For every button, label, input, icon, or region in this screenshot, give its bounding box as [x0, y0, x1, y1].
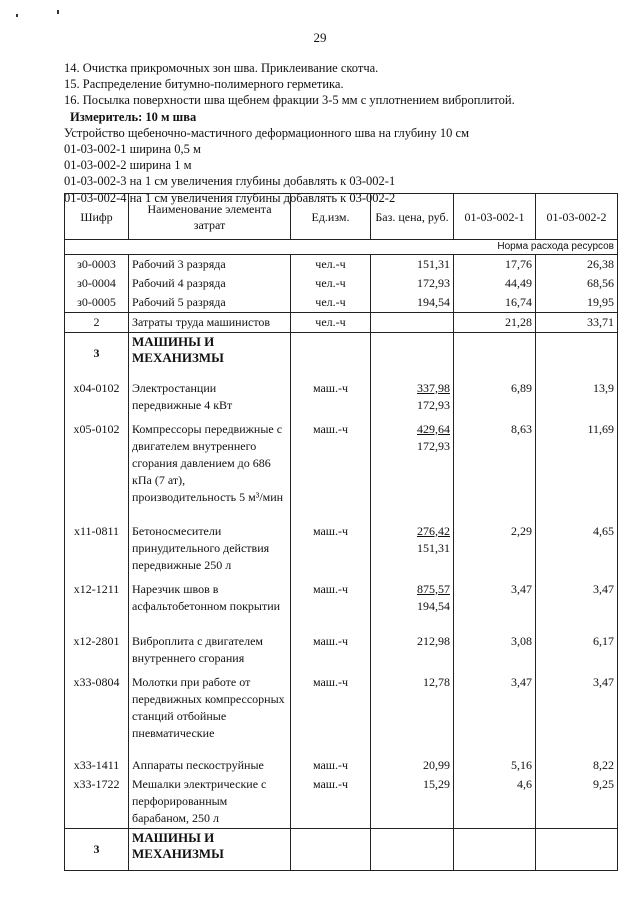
cell-norm-1-text: 3,47 [511, 674, 532, 689]
cell-norm-1 [454, 313, 536, 333]
table-row [65, 517, 618, 575]
cell-code [65, 333, 129, 374]
cell-norm-2-text: 6,17 [593, 633, 614, 648]
cell-norm-1 [454, 743, 536, 775]
cell-norm-2-text: 26,38 [587, 257, 614, 271]
cell-code [65, 828, 129, 870]
cell-code [65, 293, 129, 313]
header-col2: 01-03-002-2 [536, 194, 618, 240]
cell-name [129, 575, 291, 627]
cell-price [371, 333, 454, 374]
cell-name [129, 828, 291, 870]
table-row [65, 293, 618, 313]
cell-unit-text: чел.-ч [315, 276, 346, 290]
cell-unit [291, 333, 371, 374]
cell-unit [291, 274, 371, 293]
cell-norm-1 [454, 668, 536, 743]
cell-norm-2 [536, 274, 618, 293]
rate-01-03-002-4: 01-03-002-4 на 1 см увеличения глубины добавлять к 03-002-2 [64, 190, 396, 205]
cell-price [371, 828, 454, 870]
cell-norm-1-text: 44,49 [505, 276, 532, 290]
cell-unit [291, 313, 371, 333]
measure-unit: Измеритель: 10 м шва [70, 109, 197, 124]
cell-name [129, 293, 291, 313]
cell-norm-2-text: 11,69 [587, 421, 614, 436]
cell-norm-2-text: 68,56 [587, 276, 614, 290]
cell-code [65, 274, 129, 293]
cell-code-text: х12-2801 [73, 633, 120, 648]
cell-norm-2-text: 13,9 [593, 380, 614, 395]
cell-norm-1-text: 21,28 [505, 315, 532, 329]
cell-price-text: 276,42 [417, 523, 450, 538]
cell-unit-text: маш.-ч [312, 776, 349, 791]
cell-norm-1 [454, 274, 536, 293]
cell-name [129, 255, 291, 275]
resource-table [64, 193, 618, 871]
cell-code-text: 2 [93, 315, 100, 329]
cell-name [129, 775, 291, 829]
cell-name-text: Компрессоры передвижные с двигателем внутреннего сгорания давлением до 686 кПа (7 ат), производительность 5 м³/мин [132, 421, 284, 504]
work-step-14: 14. Очистка прикромочных зон шва. Приклеивание скотча. [64, 61, 379, 75]
table-row [65, 374, 618, 415]
cell-norm-1 [454, 517, 536, 575]
cell-code [65, 415, 129, 517]
cell-code-text: х33-0804 [73, 674, 120, 689]
cell-unit [291, 575, 371, 627]
cell-name-text: Рабочий 5 разряда [132, 295, 226, 309]
cell-norm-2 [536, 828, 618, 870]
cell-price-text: 172,93 [417, 276, 450, 290]
cell-price-text: 875,57 [417, 581, 450, 596]
cell-price [371, 775, 454, 829]
cell-code-text: х04-0102 [73, 380, 120, 395]
cell-norm-1-text: 3,08 [511, 633, 532, 648]
cell-name [129, 415, 291, 517]
cell-norm-2-text: 8,22 [593, 757, 614, 772]
cell-code [65, 374, 129, 415]
rate-01-03-002-2: 01-03-002-2 ширина 1 м [64, 158, 192, 173]
cell-norm-2 [536, 517, 618, 575]
scan-mark-left [16, 14, 18, 17]
cell-unit-text: чел.-ч [315, 257, 346, 271]
table-row [65, 313, 618, 333]
cell-norm-2-text: 3,47 [593, 581, 614, 596]
cell-price [371, 668, 454, 743]
cell-name-text: Затраты труда машинистов [132, 315, 271, 329]
cell-name-text: Виброплита с двигателем внутреннего сгорания [132, 633, 264, 665]
section-row [65, 828, 618, 870]
cell-norm-1-text: 8,63 [511, 421, 532, 436]
header-code: Шифр [65, 194, 129, 240]
joint-description: Устройство щебеночно-мастичного деформационного шва на глубину 10 см [64, 125, 470, 140]
cell-price [371, 627, 454, 668]
cell-norm-2 [536, 775, 618, 829]
cell-norm-1 [454, 255, 536, 275]
cell-unit [291, 775, 371, 829]
norm-label: Норма расхода ресурсов [65, 240, 618, 255]
table-row [65, 775, 618, 829]
cell-unit-text: маш.-ч [312, 674, 349, 689]
cell-code-text: з0-0005 [77, 295, 116, 309]
cell-unit [291, 517, 371, 575]
cell-price-text: 337,98 [417, 380, 450, 395]
cell-price [371, 517, 454, 575]
cell-code [65, 313, 129, 333]
cell-unit [291, 415, 371, 517]
cell-code [65, 668, 129, 743]
cell-price-text: 194,54 [417, 295, 450, 309]
cell-code [65, 517, 129, 575]
cell-price [371, 374, 454, 415]
cell-unit-text: маш.-ч [312, 380, 349, 395]
rate-01-03-002-1: 01-03-002-1 ширина 0,5 м [64, 142, 201, 157]
cell-unit [291, 743, 371, 775]
cell-code-text: 3 [93, 345, 100, 360]
header-unit: Ед.изм. [291, 194, 371, 240]
cell-norm-2 [536, 333, 618, 374]
cell-norm-2 [536, 627, 618, 668]
cell-unit-text: чел.-ч [315, 315, 346, 329]
cell-name-text: МАШИНЫ И МЕХАНИЗМЫ [132, 334, 224, 365]
cell-norm-2 [536, 255, 618, 275]
cell-code-text: х11-0811 [73, 523, 120, 538]
cell-price [371, 255, 454, 275]
cell-name [129, 374, 291, 415]
cell-norm-1-text: 5,16 [511, 757, 532, 772]
cell-norm-1-text: 6,89 [511, 380, 532, 395]
cell-price [371, 575, 454, 627]
cell-norm-1 [454, 828, 536, 870]
cell-code [65, 255, 129, 275]
work-step-15: 15. Распределение битумно-полимерного герметика. [64, 77, 344, 92]
cell-name-text: Рабочий 3 разряда [132, 257, 226, 271]
cell-name [129, 627, 291, 668]
table-row [65, 743, 618, 775]
cell-norm-2 [536, 415, 618, 517]
rate-01-03-002-3: 01-03-002-3 на 1 см увеличения глубины добавлять к 03-002-1 [64, 174, 396, 189]
cell-norm-1 [454, 333, 536, 374]
work-step-16: 16. Посылка поверхности шва щебнем фракции 3-5 мм с уплотнением виброплитой. [64, 93, 515, 108]
cell-price [371, 293, 454, 313]
cell-price-text: 12,78 [423, 674, 450, 689]
header-row [65, 194, 618, 240]
table-row [65, 627, 618, 668]
cell-code [65, 627, 129, 668]
header-price: Баз. цена, руб. [371, 194, 454, 240]
cell-norm-1 [454, 415, 536, 517]
intro-text [64, 60, 624, 206]
cell-price [371, 415, 454, 517]
cell-norm-1-text: 4,6 [517, 776, 532, 791]
cell-unit-text: маш.-ч [312, 523, 349, 538]
cell-name [129, 517, 291, 575]
cell-code-text: з0-0004 [77, 276, 116, 290]
cell-unit [291, 668, 371, 743]
header-col1: 01-03-002-1 [454, 194, 536, 240]
cell-code [65, 743, 129, 775]
cell-price-secondary: 172,93 [417, 397, 450, 412]
cell-norm-1-text: 17,76 [505, 257, 532, 271]
table-row [65, 274, 618, 293]
cell-price [371, 274, 454, 293]
cell-norm-2-text: 9,25 [593, 776, 614, 791]
cell-norm-2 [536, 575, 618, 627]
page-number: 29 [313, 30, 327, 45]
cell-name [129, 313, 291, 333]
cell-price-secondary: 194,54 [417, 598, 450, 613]
cell-name-text: Бетоносмесители принудительного действия передвижные 250 л [132, 523, 270, 572]
cell-norm-2-text: 3,47 [593, 674, 614, 689]
cell-name [129, 333, 291, 374]
table-row [65, 415, 618, 517]
cell-unit-text: чел.-ч [315, 295, 346, 309]
cell-price-secondary: 151,31 [417, 540, 450, 555]
cell-price-text: 212,98 [417, 633, 450, 648]
cell-norm-2 [536, 293, 618, 313]
cell-unit-text: маш.-ч [312, 581, 349, 596]
scan-mark-right [57, 10, 59, 14]
table-row [65, 575, 618, 627]
cell-name [129, 274, 291, 293]
table-body [65, 255, 618, 871]
cell-price-text: 151,31 [417, 257, 450, 271]
cell-unit [291, 255, 371, 275]
cell-name-text: Нарезчик швов в асфальтобетонном покрытии [132, 581, 281, 613]
cell-price-text: 20,99 [423, 757, 450, 772]
section-row [65, 333, 618, 374]
cell-norm-1 [454, 775, 536, 829]
cell-norm-1 [454, 627, 536, 668]
cell-name [129, 668, 291, 743]
cell-unit [291, 374, 371, 415]
norm-row [65, 240, 618, 255]
cell-price-text: 15,29 [423, 776, 450, 791]
cell-code [65, 775, 129, 829]
cell-name-text: Электростанции передвижные 4 кВт [132, 380, 233, 412]
cell-code-text: 3 [93, 841, 100, 856]
cell-norm-2 [536, 668, 618, 743]
cell-unit-text: маш.-ч [312, 757, 349, 772]
cell-unit-text: маш.-ч [312, 421, 349, 436]
cell-unit [291, 293, 371, 313]
cell-norm-1 [454, 374, 536, 415]
table-row [65, 668, 618, 743]
cell-code [65, 575, 129, 627]
cell-unit [291, 828, 371, 870]
cell-norm-1-text: 16,74 [505, 295, 532, 309]
cell-norm-2 [536, 743, 618, 775]
cell-code-text: х12-1211 [73, 581, 120, 596]
cell-norm-2-text: 4,65 [593, 523, 614, 538]
cell-code-text: х33-1411 [73, 757, 120, 772]
cell-name-text: МАШИНЫ И МЕХАНИЗМЫ [132, 829, 224, 861]
cell-name-text: Рабочий 4 разряда [132, 276, 226, 290]
cell-norm-2 [536, 313, 618, 333]
cell-norm-2 [536, 374, 618, 415]
cell-price-secondary: 172,93 [417, 438, 450, 453]
cell-price [371, 743, 454, 775]
cell-unit [291, 627, 371, 668]
cell-name-text: Аппараты пескоструйные [132, 757, 264, 772]
header-name: Наименование элемента затрат [129, 194, 291, 240]
cell-norm-1-text: 3,47 [511, 581, 532, 596]
cell-name-text: Мешалки электрические с перфорированным барабаном, 250 л [132, 776, 267, 825]
cell-name-text: Молотки при работе от передвижных компрессорных станций отбойные пневматические [132, 674, 285, 740]
cell-price-text: 429,64 [417, 421, 450, 436]
cell-norm-2-text: 33,71 [587, 315, 614, 329]
cell-name [129, 743, 291, 775]
cell-code-text: х33-1722 [73, 776, 120, 791]
cell-norm-1-text: 2,29 [511, 523, 532, 538]
cell-code-text: з0-0003 [77, 257, 116, 271]
cell-unit-text: маш.-ч [312, 633, 349, 648]
cell-norm-2-text: 19,95 [587, 295, 614, 309]
table-row [65, 255, 618, 275]
cell-code-text: х05-0102 [73, 421, 120, 436]
cell-norm-1 [454, 293, 536, 313]
cell-norm-1 [454, 575, 536, 627]
cell-price [371, 313, 454, 333]
